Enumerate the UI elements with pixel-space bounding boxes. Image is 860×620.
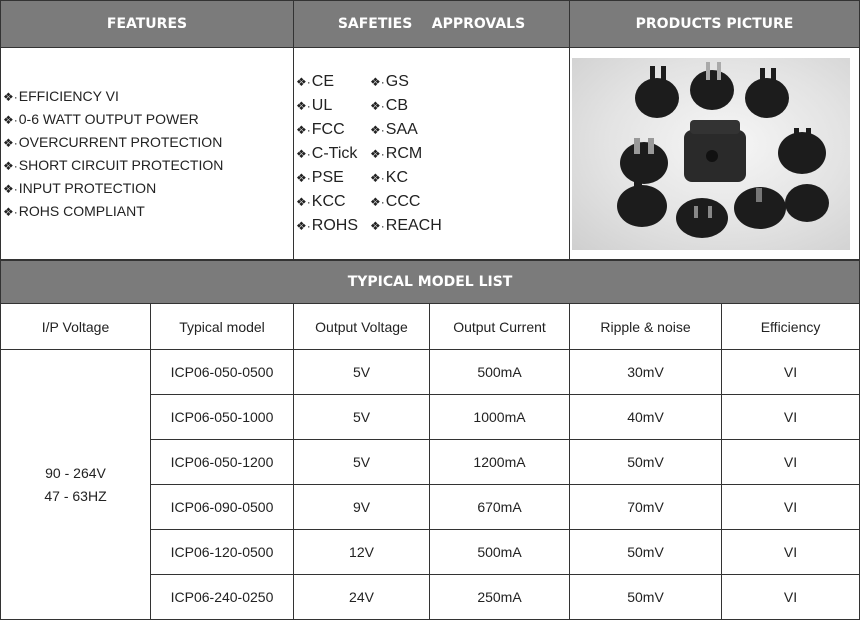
approval-item: ❖·FCC (296, 120, 345, 138)
plug-adapters-image (572, 58, 850, 250)
col-header-output-voltage: Output Voltage (294, 304, 430, 350)
ip-voltage-range: 90 - 264V (45, 464, 106, 481)
output-voltage-cell: 12V (294, 530, 430, 575)
approval-item: ❖·CCC (370, 192, 421, 210)
features-cell (1, 48, 294, 260)
approval-item: ❖·UL (296, 96, 333, 114)
output-voltage-cell: 24V (294, 575, 430, 620)
ripple-cell: 50mV (570, 440, 722, 485)
efficiency-cell: VI (722, 485, 860, 530)
safeties-approvals-header: SAFETIES APPROVALS (294, 1, 570, 48)
approval-item: ❖·PSE (296, 168, 344, 186)
ripple-cell: 30mV (570, 350, 722, 395)
col-header-efficiency: Efficiency (722, 304, 860, 350)
col-header-ip-voltage: I/P Voltage (1, 304, 151, 350)
col-header-typical-model: Typical model (151, 304, 294, 350)
feature-item: ❖·INPUT PROTECTION (3, 179, 157, 196)
bullet-icon: ❖· (3, 135, 18, 150)
model-cell: ICP06-240-0250 (151, 575, 294, 620)
efficiency-cell: VI (722, 395, 860, 440)
feature-item: ❖·SHORT CIRCUIT PROTECTION (3, 156, 224, 173)
model-cell: ICP06-050-1200 (151, 440, 294, 485)
efficiency-cell: VI (722, 530, 860, 575)
product-picture-cell (570, 48, 860, 260)
approval-item: ❖·REACH (370, 216, 442, 234)
output-current-cell: 670mA (430, 485, 570, 530)
output-current-cell: 500mA (430, 350, 570, 395)
col-header-output-current: Output Current (430, 304, 570, 350)
bullet-icon: ❖· (3, 204, 18, 219)
approval-item: ❖·C-Tick (296, 144, 358, 162)
approvals-cell (294, 48, 570, 260)
typical-model-list-table (0, 260, 860, 620)
output-voltage-cell: 9V (294, 485, 430, 530)
products-picture-header: PRODUCTS PICTURE (570, 1, 860, 48)
ripple-cell: 50mV (570, 575, 722, 620)
column-header-row (1, 304, 860, 350)
model-cell: ICP06-090-0500 (151, 485, 294, 530)
bullet-icon: ❖· (3, 89, 18, 104)
feature-item: ❖·0-6 WATT OUTPUT POWER (3, 110, 199, 127)
model-cell: ICP06-120-0500 (151, 530, 294, 575)
approval-item: ❖·CE (296, 72, 334, 90)
output-voltage-cell: 5V (294, 440, 430, 485)
feature-item: ❖·EFFICIENCY VI (3, 87, 119, 104)
product-photo (572, 58, 850, 250)
col-header-ripple-noise: Ripple & noise (570, 304, 722, 350)
ripple-cell: 50mV (570, 530, 722, 575)
approval-item: ❖·RCM (370, 144, 423, 162)
output-current-cell: 500mA (430, 530, 570, 575)
efficiency-cell: VI (722, 440, 860, 485)
ripple-cell: 70mV (570, 485, 722, 530)
output-current-cell: 1200mA (430, 440, 570, 485)
bullet-icon: ❖· (3, 112, 18, 127)
ip-frequency-range: 47 - 63HZ (44, 487, 107, 504)
efficiency-cell: VI (722, 575, 860, 620)
output-voltage-cell: 5V (294, 395, 430, 440)
output-current-cell: 250mA (430, 575, 570, 620)
output-voltage-cell: 5V (294, 350, 430, 395)
output-current-cell: 1000mA (430, 395, 570, 440)
approval-item: ❖·ROHS (296, 216, 358, 234)
efficiency-cell: VI (722, 350, 860, 395)
ripple-cell: 40mV (570, 395, 722, 440)
features-table (0, 0, 860, 260)
approval-item: ❖·GS (370, 72, 409, 90)
model-cell: ICP06-050-1000 (151, 395, 294, 440)
approval-item: ❖·SAA (370, 120, 418, 138)
table-row (1, 350, 860, 395)
feature-item: ❖·ROHS COMPLIANT (3, 202, 145, 219)
approvals-grid (294, 70, 569, 238)
approval-item: ❖·KC (370, 168, 408, 186)
ip-voltage-cell (1, 350, 151, 620)
bullet-icon: ❖· (3, 158, 18, 173)
model-list-title: TYPICAL MODEL LIST (1, 261, 860, 304)
feature-item: ❖·OVERCURRENT PROTECTION (3, 133, 223, 150)
approval-item: ❖·CB (370, 96, 408, 114)
bullet-icon: ❖· (3, 181, 18, 196)
approval-item: ❖·KCC (296, 192, 346, 210)
features-header: FEATURES (1, 1, 294, 48)
features-list (1, 85, 293, 223)
model-cell: ICP06-050-0500 (151, 350, 294, 395)
